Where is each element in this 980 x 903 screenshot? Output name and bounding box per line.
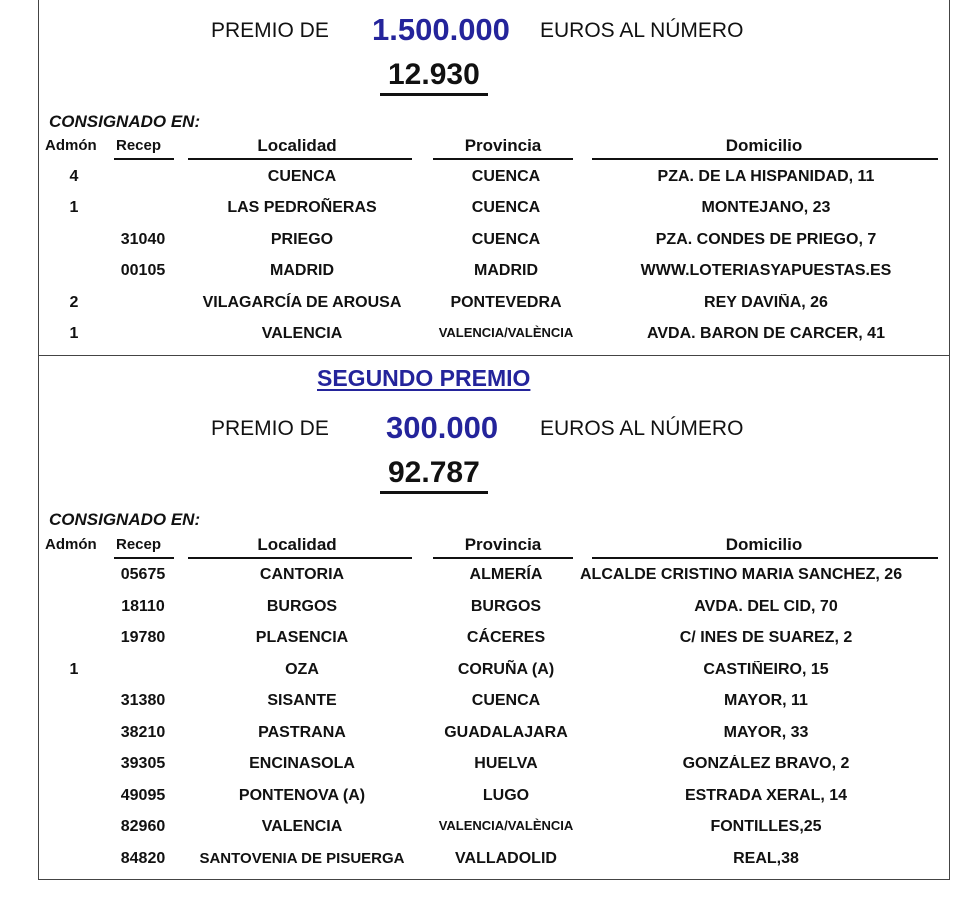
cell-recep: 19780 xyxy=(120,629,166,646)
cell-domicilio: CASTIÑEIRO, 15 xyxy=(703,660,829,678)
cell-domicilio: WWW.LOTERIASYAPUESTAS.ES xyxy=(640,262,892,280)
first-header-recep-underline xyxy=(114,158,174,160)
cell-domicilio: ALCALDE CRISTINO MARIA SANCHEZ, 26 xyxy=(580,566,903,583)
first-consignado-label: CONSIGNADO EN: xyxy=(49,112,201,131)
table-row xyxy=(0,755,980,779)
cell-recep: 39305 xyxy=(120,755,166,772)
table-row xyxy=(0,787,980,811)
first-winning-number: 12.930 xyxy=(380,58,488,96)
second-header-admon: Admón xyxy=(45,536,97,553)
first-header-localidad: Localidad xyxy=(257,136,337,155)
cell-localidad: PONTENOVA (A) xyxy=(238,786,366,804)
cell-provincia: ALMERÍA xyxy=(469,566,543,583)
cell-localidad: PRIEGO xyxy=(270,230,334,248)
cell-provincia: CUENCA xyxy=(471,692,541,709)
cell-provincia: VALENCIA/VALÈNCIA xyxy=(438,325,574,340)
second-prize-label: PREMIO DE xyxy=(211,417,329,440)
cell-domicilio: MAYOR, 33 xyxy=(723,723,809,741)
table-row xyxy=(0,294,980,318)
first-prize-amount: 1.500.000 xyxy=(372,12,510,47)
cell-recep: 31040 xyxy=(120,230,166,248)
cell-domicilio: GONZÁLEZ BRAVO, 2 xyxy=(682,755,850,772)
second-header-domicilio: Domicilio xyxy=(725,535,803,554)
cell-admon: 2 xyxy=(69,293,79,311)
cell-localidad: SISANTE xyxy=(267,692,337,709)
cell-recep: 84820 xyxy=(120,849,166,867)
cell-domicilio: MAYOR, 11 xyxy=(724,692,808,709)
cell-localidad: CUENCA xyxy=(267,168,337,185)
table-row xyxy=(0,566,980,590)
cell-recep: 05675 xyxy=(120,566,166,583)
cell-domicilio: REAL,38 xyxy=(733,849,799,867)
table-row xyxy=(0,168,980,192)
first-header-recep: Recep xyxy=(116,137,162,154)
cell-recep: 49095 xyxy=(120,786,166,804)
table-row xyxy=(0,231,980,255)
cell-domicilio: REY DAVIÑA, 26 xyxy=(704,293,828,311)
first-header-admon: Admón xyxy=(45,137,97,154)
cell-provincia: PONTEVEDRA xyxy=(450,293,562,311)
first-header-localidad-underline xyxy=(188,158,412,160)
cell-domicilio: ESTRADA XERAL, 14 xyxy=(684,786,848,804)
cell-recep: 18110 xyxy=(121,597,165,615)
cell-domicilio: MONTEJANO, 23 xyxy=(701,199,831,217)
cell-localidad: ENCINASOLA xyxy=(249,755,355,772)
cell-localidad: PASTRANA xyxy=(258,723,346,741)
table-row xyxy=(0,598,980,622)
second-prize-amount: 300.000 xyxy=(386,410,499,445)
first-prize-label-after: EUROS AL NÚMERO xyxy=(540,19,744,42)
cell-localidad: CANTORIA xyxy=(259,566,345,583)
cell-provincia: CORUÑA (A) xyxy=(457,660,555,678)
second-header-localidad-underline xyxy=(188,557,412,559)
second-header-provincia: Provincia xyxy=(464,535,542,554)
first-header-domicilio-underline xyxy=(592,158,938,160)
cell-localidad: VALENCIA xyxy=(261,818,343,835)
table-row xyxy=(0,850,980,874)
cell-localidad: BURGOS xyxy=(266,597,338,615)
cell-recep: 38210 xyxy=(120,723,166,741)
cell-localidad: MADRID xyxy=(270,262,334,280)
cell-provincia: VALENCIA/VALÈNCIA xyxy=(438,818,574,833)
table-row xyxy=(0,818,980,842)
second-prize-line xyxy=(0,410,980,450)
first-header-provincia: Provincia xyxy=(464,136,542,155)
cell-provincia: BURGOS xyxy=(470,597,542,615)
second-header-domicilio-underline xyxy=(592,557,938,559)
cell-domicilio: FONTILLES,25 xyxy=(710,818,822,835)
cell-domicilio: PZA. CONDES DE PRIEGO, 7 xyxy=(655,230,877,248)
first-header-provincia-underline xyxy=(433,158,573,160)
table-row xyxy=(0,262,980,286)
cell-provincia: CUENCA xyxy=(471,230,541,248)
table-row xyxy=(0,629,980,653)
cell-domicilio: PZA. DE LA HISPANIDAD, 11 xyxy=(657,168,875,185)
cell-provincia: CUENCA xyxy=(471,199,541,217)
cell-localidad: LAS PEDROÑERAS xyxy=(227,199,377,217)
cell-localidad: VILAGARCÍA DE AROUSA xyxy=(202,293,402,311)
cell-domicilio: AVDA. BARON DE CARCER, 41 xyxy=(647,325,885,342)
cell-admon: 4 xyxy=(69,168,79,185)
second-consignado-label: CONSIGNADO EN: xyxy=(49,510,201,529)
cell-provincia: CUENCA xyxy=(471,168,541,185)
cell-domicilio: AVDA. DEL CID, 70 xyxy=(694,597,838,615)
cell-admon: 1 xyxy=(69,660,79,678)
first-prize-line xyxy=(0,12,980,52)
first-prize-label: PREMIO DE xyxy=(211,19,329,42)
table-row xyxy=(0,325,980,349)
cell-provincia: MADRID xyxy=(474,262,538,280)
table-row xyxy=(0,692,980,716)
cell-recep: 82960 xyxy=(120,818,166,835)
cell-localidad: VALENCIA xyxy=(261,325,343,342)
second-header-localidad: Localidad xyxy=(257,535,337,554)
cell-localidad: SANTOVENIA DE PISUERGA xyxy=(199,849,405,867)
cell-provincia: GUADALAJARA xyxy=(444,723,568,741)
second-header-provincia-underline xyxy=(433,557,573,559)
second-header-recep-underline xyxy=(114,557,174,559)
second-header-recep: Recep xyxy=(116,536,162,553)
table-row xyxy=(0,661,980,685)
second-prize-title: SEGUNDO PREMIO xyxy=(317,365,531,391)
cell-provincia: HUELVA xyxy=(474,755,538,772)
cell-localidad: OZA xyxy=(285,660,319,678)
second-winning-number: 92.787 xyxy=(380,456,488,494)
cell-recep: 00105 xyxy=(120,262,166,280)
cell-recep: 31380 xyxy=(120,692,166,709)
cell-admon: 1 xyxy=(69,199,79,217)
second-prize-label-after: EUROS AL NÚMERO xyxy=(540,417,744,440)
cell-provincia: VALLADOLID xyxy=(455,849,557,867)
first-header-domicilio: Domicilio xyxy=(725,136,803,155)
table-row xyxy=(0,724,980,748)
section-divider xyxy=(38,355,950,356)
cell-domicilio: C/ INES DE SUAREZ, 2 xyxy=(679,629,853,646)
cell-provincia: CÁCERES xyxy=(466,629,546,646)
cell-admon: 1 xyxy=(69,325,79,342)
cell-provincia: LUGO xyxy=(482,786,530,804)
table-row xyxy=(0,199,980,223)
cell-localidad: PLASENCIA xyxy=(255,629,349,646)
